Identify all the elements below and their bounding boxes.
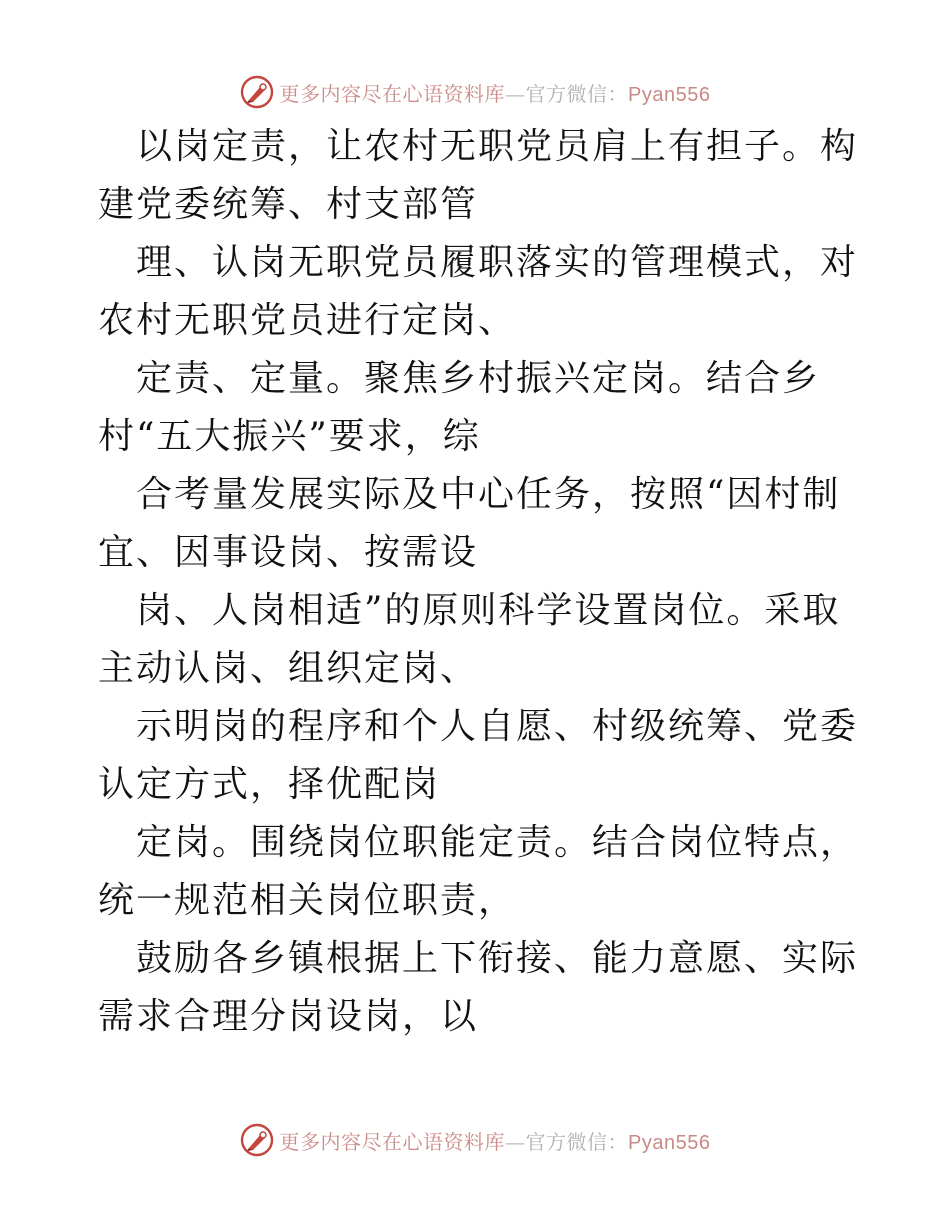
footer-watermark — [0, 1120, 950, 1160]
header-watermark — [0, 72, 950, 112]
paragraph: 鼓励各乡镇根据上下衔接、能力意愿、实际需求合理分岗设岗，以 — [98, 938, 859, 1037]
paragraph: 以岗定责，让农村无职党员肩上有担子。构建党委统筹、村支部管 — [98, 126, 859, 225]
paragraph: 示明岗的程序和个人自愿、村级统筹、党委认定方式，择优配岗 — [98, 706, 859, 805]
watermark-text: 更多内容尽在心语资料库—官方微信：Pyan556 — [279, 81, 711, 106]
paragraph: 理、认岗无职党员履职落实的管理模式，对农村无职党员进行定岗、 — [98, 242, 859, 341]
pen-logo-icon — [240, 75, 274, 109]
watermark-text: 更多内容尽在心语资料库—官方微信：Pyan556 — [279, 1129, 711, 1154]
pen-logo-icon — [240, 1123, 274, 1157]
paragraph: 合考量发展实际及中心任务，按照“因村制宜、因事设岗、按需设 — [98, 474, 841, 573]
paragraph: 定责、定量。聚焦乡村振兴定岗。结合乡村“五大振兴”要求，综 — [98, 358, 821, 457]
paragraph: 岗、人岗相适”的原则科学设置岗位。采取主动认岗、组织定岗、 — [98, 590, 841, 689]
paragraph: 定岗。围绕岗位职能定责。结合岗位特点，统一规范相关岗位职责， — [98, 822, 859, 921]
document-body — [98, 118, 858, 1046]
